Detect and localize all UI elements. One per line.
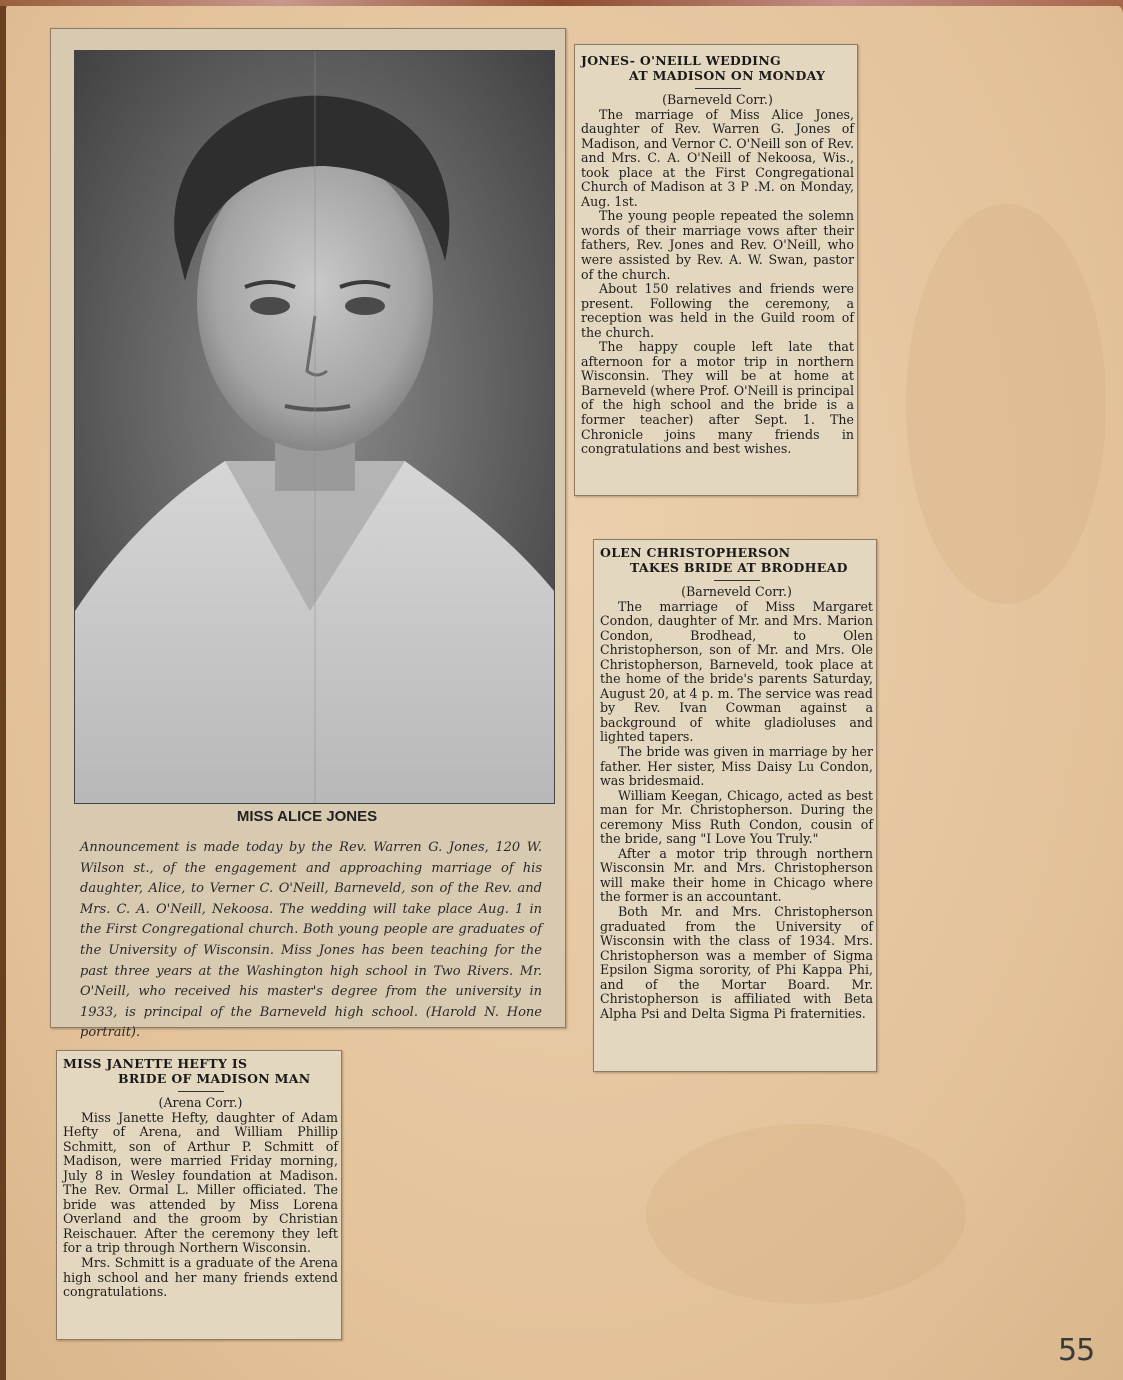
correspondent-line: (Barneveld Corr.) [681,584,792,599]
correspondent-line: (Arena Corr.) [158,1095,243,1110]
headline-line-1: MISS JANETTE HEFTY IS [63,1056,248,1071]
article-christopherson [593,539,877,1072]
top-edge-strip [0,0,1123,6]
page-number: 55 [1058,1333,1095,1368]
article-paragraph: William Keegan, Chicago, acted as best man for Mr. Christopherson. During the ceremony Miss Ruth Condon, cousin of the bride, sang "I Love You Truly." [600,787,873,847]
portrait-photo [74,50,555,804]
article-headline [600,546,873,575]
article-paragraph: The happy couple left late that afternoon for a motor trip in northern Wisconsin. They will be at home at Barneveld (where Prof. O'Neill is principal of the high school and the bride is a former teacher) after Sept. 1. The Chronicle joins many friends in congratulations and best wishes. [581,339,854,457]
headline-line-2: AT MADISON ON MONDAY [629,67,826,83]
headline-line-1: JONES- O'NEILL WEDDING [581,53,782,68]
divider [714,580,760,581]
article-paragraph: Mrs. Schmitt is a graduate of the Arena high school and her many friends extend congratulations. [63,1254,338,1300]
divider [695,88,741,89]
article-paragraph: The young people repeated the solemn words of their marriage vows after their fathers, Rev. Jones and Rev. O'Neill, who were assisted by Rev. A. W. Swan, pastor of the church. [581,208,854,282]
headline-line-2: BRIDE OF MADISON MAN [118,1070,311,1086]
article-paragraph: The marriage of Miss Alice Jones, daughter of Rev. Warren G. Jones of Madison, and Vernor C. O'Neill son of Rev. and Mrs. C. A. O'Neill of Nekoosa, Wis., took place at the First Congregational Church of Madison at 3 P .M. on Monday, Aug. 1st. [581,106,854,209]
article-paragraph: Miss Janette Hefty, daughter of Adam Hefty of Arena, and William Phillip Schmitt, son of Arthur P. Schmitt of Madison, were married Friday morning, July 8 in Wesley foundation at Madison. The Rev. Ormal L. Miller officiated. The bride was attended by Miss Lorena Overland and the groom by Christian Reischauer. After the ceremony they left for a trip through Northern Wisconsin. [63,1109,338,1256]
headline-line-2: TAKES BRIDE AT BRODHEAD [630,559,848,575]
article-jones-oneill [574,44,858,496]
correspondent-line: (Barneveld Corr.) [662,92,773,107]
headline-line-1: OLEN CHRISTOPHERSON [600,545,791,560]
article-headline [581,54,854,83]
paper-stain [646,1124,966,1304]
article-paragraph: Both Mr. and Mrs. Christopherson graduated from the University of Wisconsin with the class of 1934. Mrs. Christopherson was a member of Sigma Epsilon Sigma sorority, of Phi Kappa Phi, and of the Mortar Board. Mr. Christopherson is affiliated with Beta Alpha Psi and Delta Sigma Pi fraternities. [600,903,873,1021]
article-paragraph: After a motor trip through northern Wisconsin Mr. and Mrs. Christopherson will make their home in Chicago where the former is an accountant. [600,845,873,905]
article-paragraph: The marriage of Miss Margaret Condon, daughter of Mr. and Mrs. Marion Condon, Brodhead, to Olen Christopherson, son of Mr. and Mrs. Ole Christopherson, Barneveld, took place at the home of the bride's parents Saturday, August 20, at 4 p. m. The service was read by Rev. Ivan Cowman against a background of white gladioluses and lighted tapers. [600,598,873,745]
article-hefty-schmitt [56,1050,342,1340]
photo-caption-body: Announcement is made today by the Rev. Warren G. Jones, 120 W. Wilson st., of the engagement and approaching marriage of his daughter, Alice, to Verner C. O'Neill, Barneveld, son of the Rev. and Mrs. C. A. O'Neill, Nekoosa. The wedding will take place Aug. 1 in the First Congregational church. Both young people are graduates of the University of Wisconsin. Miss Jones has been teaching for the past three years at the Washington high school in Two Rivers. Mr. O'Neill, who received his master's degree from the university in 1933, is principal of the Barneveld high school. (Harold N. Hone portrait). [80,840,542,1041]
divider [178,1091,224,1092]
article-paragraph: The bride was given in marriage by her father. Her sister, Miss Daisy Lu Condon, was bridesmaid. [600,743,873,789]
photo-caption-title: MISS ALICE JONES [236,808,378,825]
article-headline [63,1057,338,1086]
article-paragraph: About 150 relatives and friends were present. Following the ceremony, a reception was held in the Guild room of the church. [581,281,854,340]
paper-stain [906,204,1106,604]
